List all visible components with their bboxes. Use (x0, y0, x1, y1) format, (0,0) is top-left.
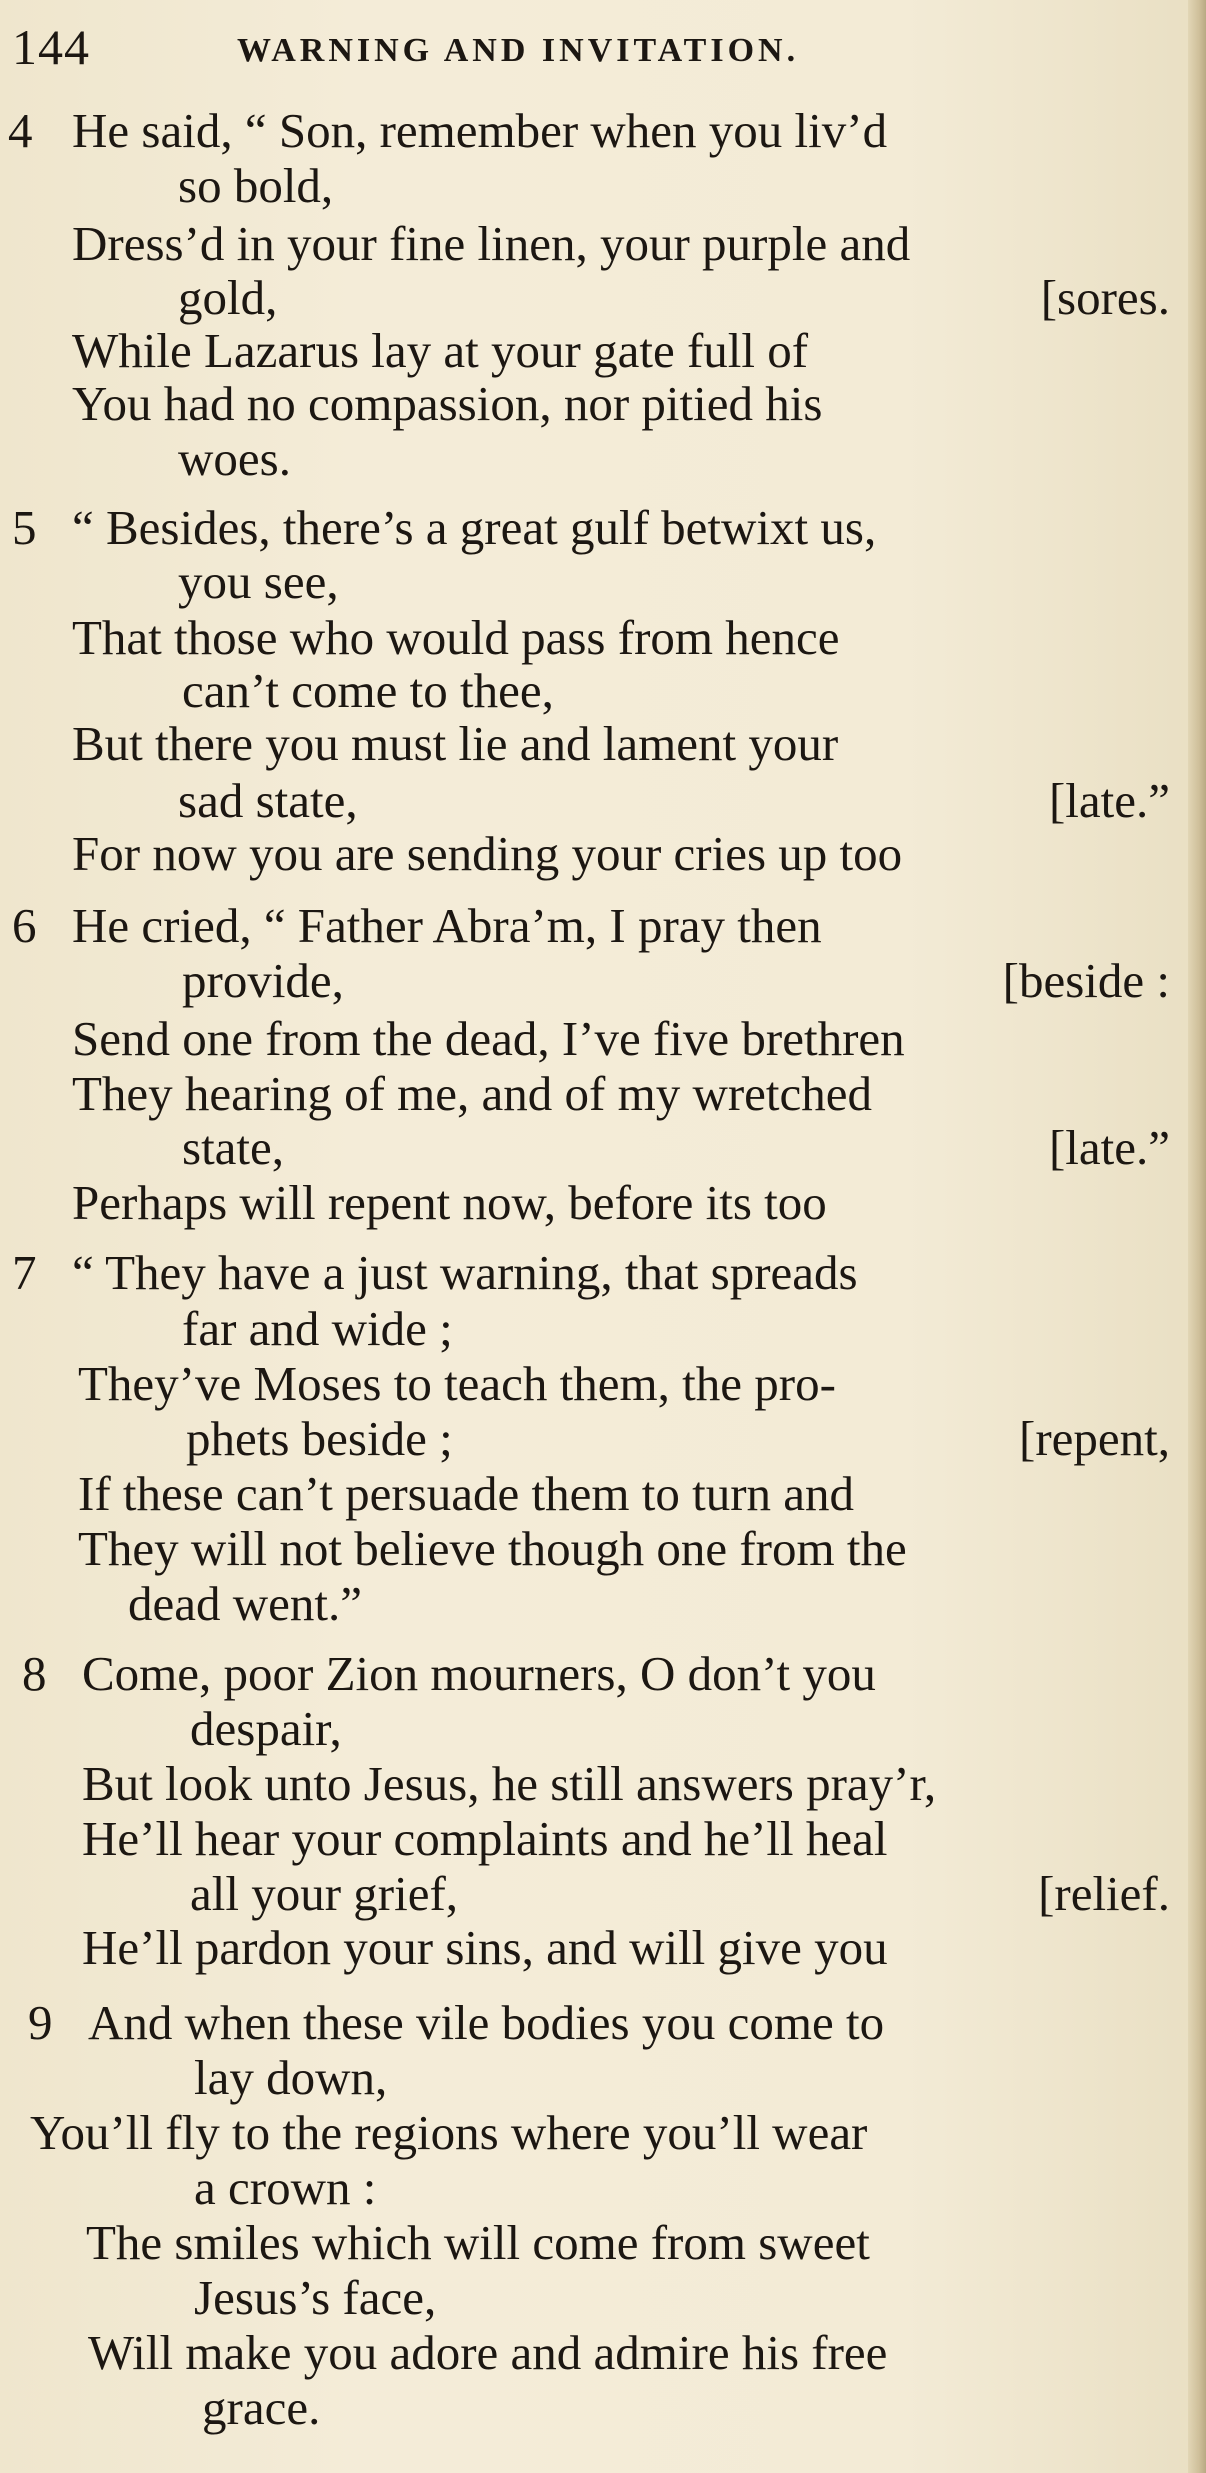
verse-line: Jesus’s face, (194, 2270, 437, 2325)
verse-line: state, (182, 1120, 285, 1175)
verse-line: can’t come to thee, (182, 663, 554, 718)
verse-line: They hearing of me, and of my wretched (72, 1066, 873, 1121)
verse-line: If these can’t persuade them to turn and (78, 1466, 855, 1521)
verse-line: That those who would pass from hence (72, 610, 840, 665)
verse-line: Come, poor Zion mourners, O don’t you (82, 1646, 876, 1701)
verse-line: For now you are sending your cries up too (72, 826, 903, 881)
verse-line: Dress’d in your fine linen, your purple and (72, 216, 911, 271)
verse-line: The smiles which will come from sweet (86, 2215, 870, 2270)
verse-line: lay down, (194, 2050, 388, 2105)
verse-line: They will not believe though one from the (78, 1521, 907, 1576)
verse-line: But look unto Jesus, he still answers pray’r, (82, 1756, 937, 1811)
verse-line: And when these vile bodies you come to (88, 1995, 885, 2050)
verse-line: Perhaps will repent now, before its too (72, 1175, 827, 1230)
verse-line: dead went.” (128, 1576, 362, 1631)
verse-line: He said, “ Son, remember when you liv’d (72, 103, 888, 158)
verse-line: You’ll fly to the regions where you’ll wear (30, 2105, 868, 2160)
turnover-bracket: [relief. (1038, 1866, 1170, 1921)
turnover-bracket: [sores. (1040, 270, 1170, 325)
verse-line: so bold, (178, 158, 334, 213)
verse-line: grace. (202, 2380, 321, 2435)
turnover-bracket: [late.” (1048, 1120, 1170, 1175)
turnover-bracket: [repent, (1019, 1411, 1170, 1466)
verse-line: “ Besides, there’s a great gulf betwixt us, (72, 500, 877, 555)
page-header (12, 18, 1182, 78)
verse-line: He’ll pardon your sins, and will give you (82, 1920, 888, 1975)
verse-line: sad state, (178, 773, 358, 828)
verse-line: woes. (178, 431, 291, 486)
verse-line: all your grief, (190, 1866, 459, 1921)
stanza-number: 5 (12, 500, 37, 555)
verse-line: you see, (178, 554, 339, 609)
stanza-number: 9 (28, 1995, 53, 2050)
verse-line: But there you must lie and lament your (72, 716, 839, 771)
stanza-number: 4 (8, 103, 33, 158)
verse-line: They’ve Moses to teach them, the pro- (78, 1356, 836, 1411)
running-title: WARNING AND INVITATION. (237, 32, 800, 69)
verse-line: despair, (190, 1701, 342, 1756)
turnover-bracket: [late.” (1048, 773, 1170, 828)
verse-line: Send one from the dead, I’ve five brethren (72, 1011, 905, 1066)
verse-line: far and wide ; (182, 1301, 453, 1356)
verse-line: Will make you adore and admire his free (88, 2325, 888, 2380)
verse-line: a crown : (194, 2160, 377, 2215)
stanza-number: 7 (12, 1245, 37, 1300)
verse-line: provide, (182, 953, 344, 1008)
page-edge (1188, 0, 1206, 2473)
verse-line: While Lazarus lay at your gate full of (72, 323, 809, 378)
verse-line: gold, (178, 270, 278, 325)
verse-line: You had no compassion, nor pitied his (72, 376, 823, 431)
stanza-number: 8 (22, 1646, 47, 1701)
verse-line: “ They have a just warning, that spreads (72, 1245, 858, 1300)
turnover-bracket: [beside : (1002, 953, 1170, 1008)
stanza-number: 6 (12, 898, 37, 953)
page-number: 144 (12, 19, 90, 75)
verse-line: phets beside ; (186, 1411, 453, 1466)
verse-line: He cried, “ Father Abra’m, I pray then (72, 898, 822, 953)
verse-line: He’ll hear your complaints and he’ll heal (82, 1811, 888, 1866)
